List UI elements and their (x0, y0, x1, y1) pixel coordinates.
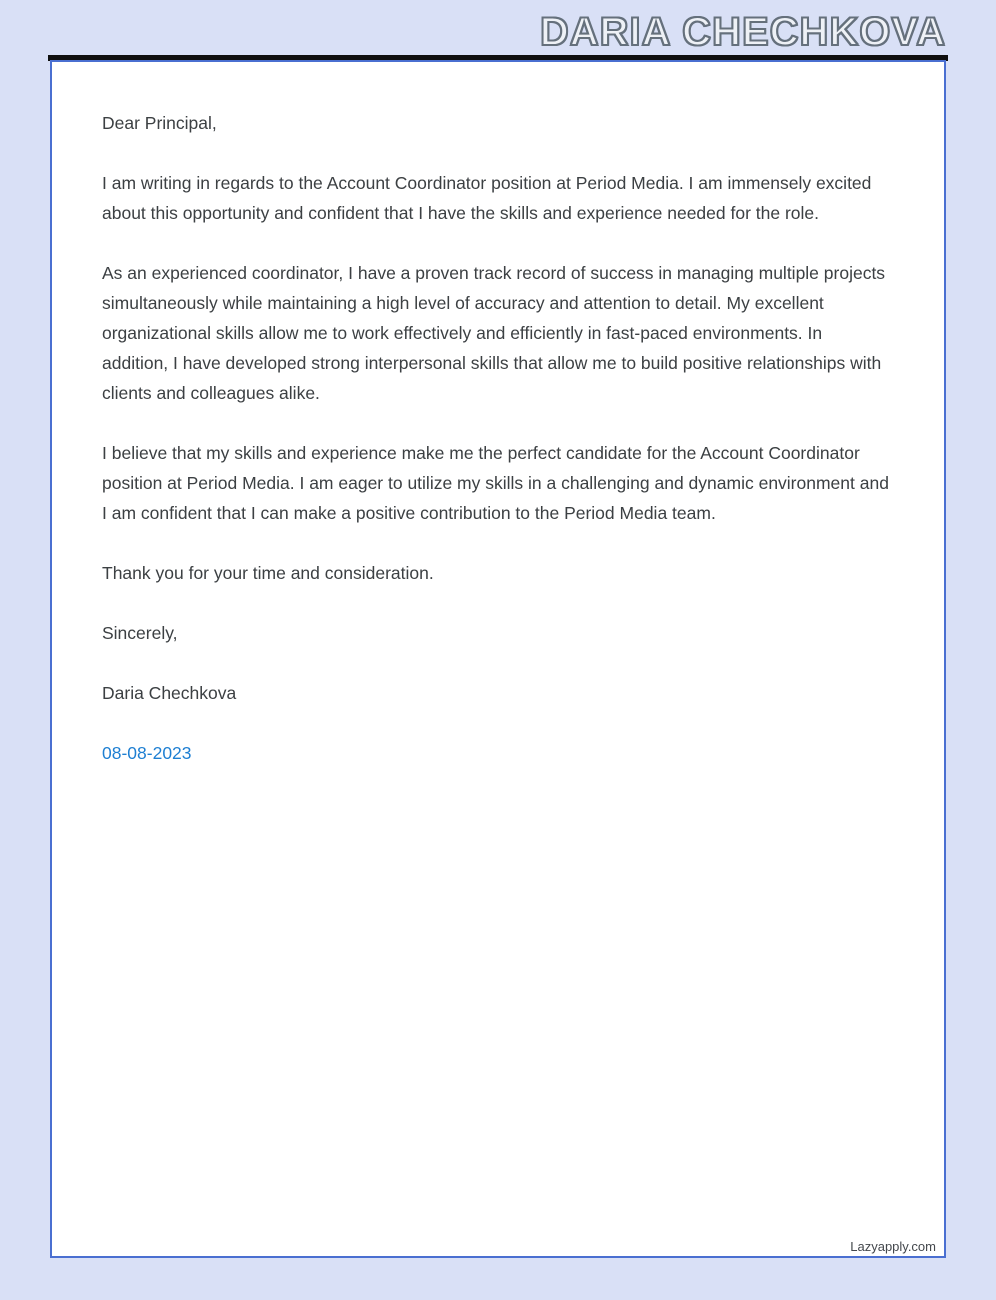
signature-name: Daria Chechkova (102, 683, 237, 703)
paragraph-experience: As an experienced coordinator, I have a proven track record of success in managing multiple projects simultaneously while maintaining a high level of accuracy and attention to detail. My excellent organizational skills allow me to work effectively and efficiently in fast-paced environments. In addition, I have developed strong interpersonal skills that allow me to build positive relationships with clients and colleagues alike. (102, 263, 886, 403)
salutation: Dear Principal, (102, 113, 217, 133)
letterhead-name: DARIA CHECHKOVA (539, 10, 946, 54)
paragraph-fit: I believe that my skills and experience make me the perfect candidate for the Account Coordinator position at Period Media. I am eager to utilize my skills in a challenging and dynamic environment and I am confident that I can make a positive contribution to the Period Media team. (102, 443, 889, 523)
thanks-line: Thank you for your time and consideration. (102, 563, 434, 583)
letter-page (50, 60, 946, 1258)
watermark-text: Lazyapply.com (850, 1239, 936, 1254)
paragraph-intro: I am writing in regards to the Account Coordinator position at Period Media. I am immensely excited about this opportunity and confident that I have the skills and experience needed for the role. (102, 173, 872, 223)
letter-body (52, 62, 944, 788)
date-link[interactable]: 08-08-2023 (102, 743, 192, 763)
signoff-line: Sincerely, (102, 623, 178, 643)
